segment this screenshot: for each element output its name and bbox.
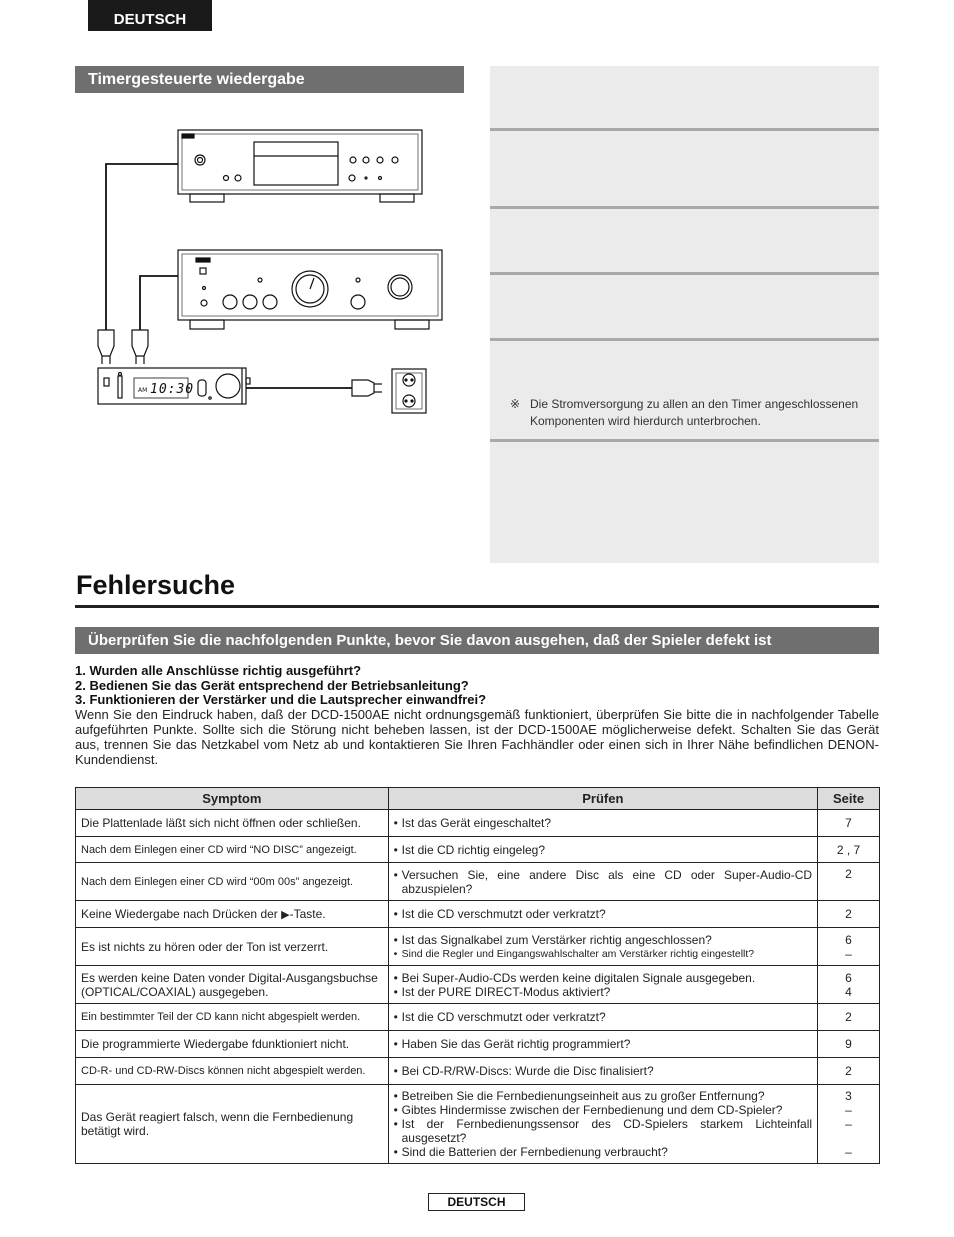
check-item: Ist der PURE DIRECT-Modus aktiviert? (401, 984, 611, 999)
page-cell (818, 837, 880, 863)
table-row (76, 928, 880, 966)
page-cell (818, 863, 880, 901)
check-cell: • Bei Super-Audio-CDs werden keine digitalen Signale ausgegeben. • Ist der PURE DIRECT-Modus aktiviert? (388, 966, 817, 1004)
page-ref: 4 (845, 984, 852, 999)
page-title: Fehlersuche (76, 570, 236, 600)
timer-connection-diagram (90, 120, 450, 420)
check-item: Betreiben Sie die Fernbedienungseinheit aus zu großer Entfernung? (401, 1089, 765, 1103)
page-ref: – (845, 1145, 852, 1159)
page-ref: 9 (845, 1037, 852, 1051)
cd-player-illustration (178, 130, 422, 202)
check-cell: • Bei CD-R/RW-Discs: Wurde die Disc finalisiert? (388, 1058, 817, 1085)
page-cell (818, 1085, 880, 1164)
page-cell (818, 810, 880, 837)
symptom-cell: Es werden keine Daten vonder Digital-Ausgangsbuchse (OPTICAL/COAXIAL) ausgegeben. (76, 966, 389, 1004)
page-ref: 3 (845, 1089, 852, 1103)
symptom-cell: Die programmierte Wiedergabe fdunktioniert nicht. (76, 1031, 389, 1058)
footer-language-tab: DEUTSCH (428, 1193, 525, 1211)
page-ref: 6 (845, 970, 852, 985)
check-item: Gibtes Hindermisse zwischen der Fernbedienung und dem CD-Spieler? (401, 1103, 783, 1117)
play-icon: ▶ (281, 908, 290, 921)
checklist-item: 2. Bedienen Sie das Gerät entsprechend der Betriebsanleitung? (75, 677, 469, 693)
panel-divider (490, 128, 879, 131)
symptom-cell: Nach dem Einlegen einer CD wird “NO DISC” angezeigt. (76, 837, 389, 863)
page-cell (818, 901, 880, 928)
header-symptom: Symptom (76, 788, 389, 810)
table-row (76, 1058, 880, 1085)
power-plug-illustration (98, 330, 148, 364)
check-cell: • Ist das Gerät eingeschaltet? (388, 810, 817, 837)
check-cell: • Betreiben Sie die Fernbedienungseinheit aus zu großer Entfernung? • Gibtes Hindermisse zwischen der Fernbedienung und dem CD-Spieler? • Ist der Fernbedienungssensor des CD-Spielers starkem Lichteinfall ausgesetzt? • Sind die Batterien der Fernbedienung verbraucht? (388, 1085, 817, 1164)
page-cell (818, 1058, 880, 1085)
page-ref: – (845, 946, 852, 961)
check-item: Bei CD-R/RW-Discs: Wurde die Disc finalisiert? (401, 1064, 654, 1078)
check-item: Versuchen Sie, eine andere Disc als eine CD oder Super-Audio-CD abzuspielen? (401, 867, 813, 896)
symptom-cell: Keine Wiedergabe nach Drücken der ▶-Taste. (76, 901, 389, 928)
page-ref: 2 (845, 867, 852, 881)
power-note (510, 396, 875, 430)
page-ref: 6 (845, 932, 852, 947)
checklist-item: 1. Wurden alle Anschlüsse richtig ausgeführt? (75, 663, 362, 678)
intro-paragraph: Wenn Sie den Eindruck haben, daß der DCD-1500AE nicht ordnungsgemäß funktioniert, überprüfen Sie bitte die in nachfolgender Tabelle aufgeführten Punkte. Sollte sich die Störung nicht beheben lassen, ist der DCD-1500AE möglicherweise defekt. Schalten Sie das Gerät aus, trennen Sie das Netzkabel vom Netz ab und kontaktieren Sie Ihren Fachhändler oder einen sich in Ihrer Nähe befindlichen DENON-Kundendienst. (75, 707, 879, 767)
page-cell (818, 1031, 880, 1058)
panel-divider (490, 206, 879, 209)
checklist-item: 3. Funktionieren der Verstärker und die Lautsprecher einwandfrei? (75, 692, 487, 707)
check-cell: • Versuchen Sie, eine andere Disc als eine CD oder Super-Audio-CD abzuspielen? (388, 863, 817, 901)
table-row (76, 966, 880, 1004)
table-row (76, 1085, 880, 1164)
header-check: Prüfen (388, 788, 817, 810)
page-ref: 2 (845, 1010, 852, 1024)
check-item: Ist die CD verschmutzt oder verkratzt? (401, 1010, 606, 1024)
check-item: Ist das Gerät eingeschaltet? (401, 816, 552, 830)
check-item: Sind die Batterien der Fernbedienung verbraucht? (401, 1145, 668, 1159)
check-item: Haben Sie das Gerät richtig programmiert? (401, 1037, 631, 1051)
amplifier-illustration (178, 250, 442, 329)
symptom-cell: Es ist nichts zu hören oder der Ton ist verzerrt. (76, 928, 389, 966)
page-ref: 2 , 7 (836, 842, 861, 857)
check-cell: • Ist die CD richtig eingeleg? (388, 837, 817, 863)
page-ref: – (845, 1117, 852, 1131)
timer-section-heading: Timergesteuerte wiedergabe (75, 66, 464, 93)
symptom-cell: Ein bestimmter Teil der CD kann nicht abgespielt werden. (76, 1004, 389, 1031)
page-cell (818, 1004, 880, 1031)
check-cell: • Ist die CD verschmutzt oder verkratzt? (388, 1004, 817, 1031)
check-item: Ist die CD richtig eingeleg? (401, 842, 546, 857)
title-underline (75, 605, 879, 608)
page-ref: 7 (845, 816, 852, 830)
check-item: Ist die CD verschmutzt oder verkratzt? (401, 907, 606, 921)
symptom-cell: Die Plattenlade läßt sich nicht öffnen oder schließen. (76, 810, 389, 837)
table-row (76, 1004, 880, 1031)
checklist (75, 664, 879, 708)
table-row (76, 837, 880, 863)
timer-am-label: AM (138, 387, 148, 394)
panel-divider (490, 272, 879, 275)
table-row (76, 1031, 880, 1058)
symptom-cell: Nach dem Einlegen einer CD wird “00m 00s” angezeigt. (76, 863, 389, 901)
page-cell (818, 928, 880, 966)
header-page: Seite (818, 788, 880, 810)
note-text: Die Stromversorgung zu allen an den Timer angeschlossenen Komponenten wird hierdurch unterbrochen. (530, 397, 859, 428)
check-item: Ist der Fernbedienungssensor des CD-Spielers starkem Lichteinfall ausgesetzt? (401, 1117, 813, 1145)
panel-divider (490, 338, 879, 341)
check-heading: Überprüfen Sie die nachfolgenden Punkte, bevor Sie davon ausgehen, daß der Spieler defekt ist (75, 627, 879, 654)
timer-instructions-panel (490, 66, 879, 563)
symptom-cell: CD-R- und CD-RW-Discs können nicht abgespielt werden. (76, 1058, 389, 1085)
symptom-cell: Das Gerät reagiert falsch, wenn die Fernbedienung betätigt wird. (76, 1085, 389, 1164)
timer-display-time: 10:30 (150, 382, 195, 397)
table-header-row (76, 788, 880, 810)
panel-divider (490, 439, 879, 442)
page-ref: 2 (845, 907, 852, 921)
wall-outlet-illustration (392, 369, 426, 413)
check-cell: • Haben Sie das Gerät richtig programmiert? (388, 1031, 817, 1058)
table-row (76, 901, 880, 928)
note-mark: ※ (510, 397, 521, 411)
page-ref: 2 (845, 1064, 852, 1078)
check-item: Sind die Regler und Eingangswahlschalter am Verstärker richtig eingestellt? (401, 947, 755, 960)
page-ref: – (845, 1103, 852, 1117)
check-cell: • Ist die CD verschmutzt oder verkratzt? (388, 901, 817, 928)
table-row (76, 863, 880, 901)
page-ref (818, 1131, 879, 1145)
language-tab: DEUTSCH (88, 0, 212, 31)
table-row (76, 810, 880, 837)
check-item: Ist das Signalkabel zum Verstärker richtig angeschlossen? (401, 932, 712, 947)
check-cell: • Ist das Signalkabel zum Verstärker richtig angeschlossen? • Sind die Regler und Eingangswahlschalter am Verstärker richtig eingestellt? (388, 928, 817, 966)
troubleshooting-table (75, 787, 880, 1164)
page-cell (818, 966, 880, 1004)
check-item: Bei Super-Audio-CDs werden keine digitalen Signale ausgegeben. (401, 970, 756, 985)
